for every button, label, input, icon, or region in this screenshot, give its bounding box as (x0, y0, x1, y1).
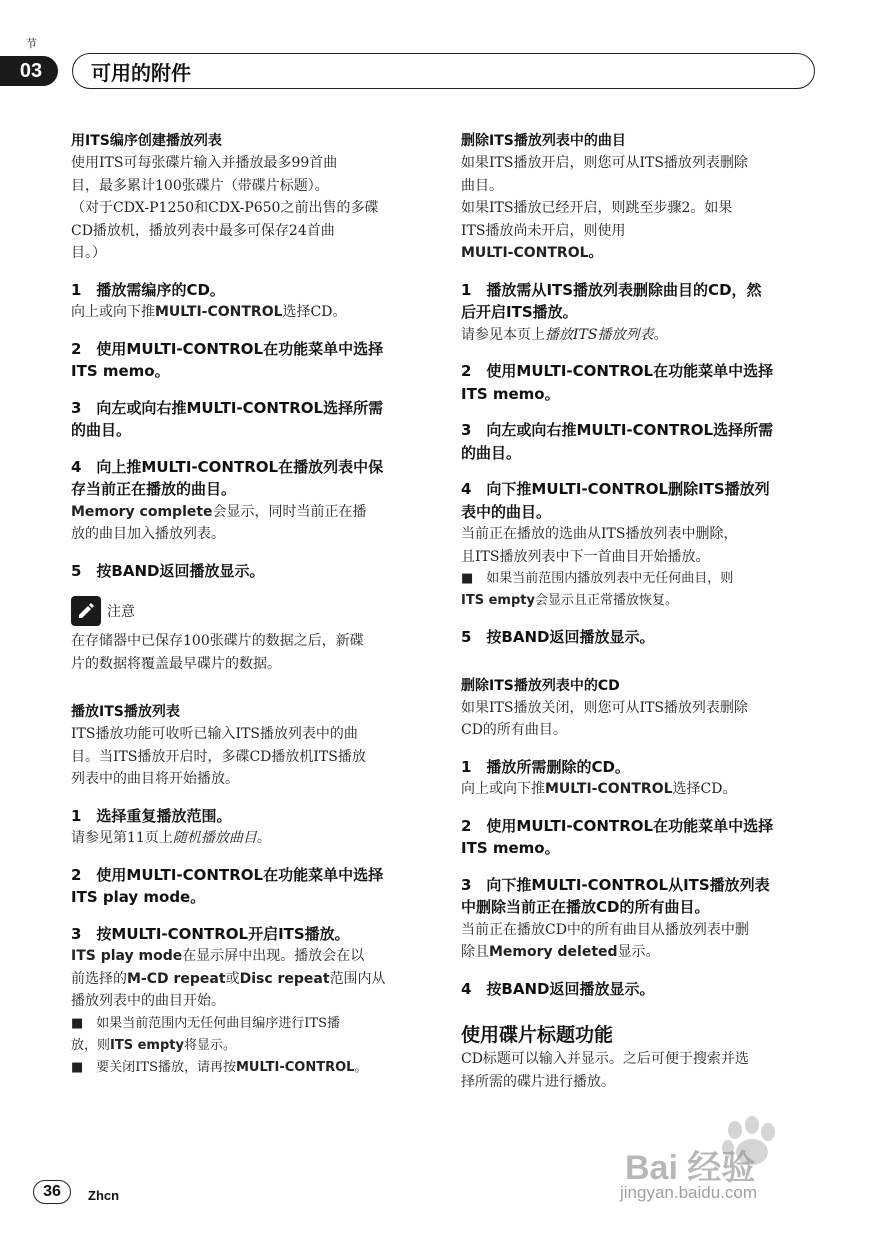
section-heading-delete-track: 删除ITS播放列表中的曲目 (461, 133, 626, 149)
right-column (461, 130, 817, 1093)
paragraph-line: 目。） (71, 245, 106, 261)
page-number: 36 (33, 1180, 71, 1204)
step-heading: 的曲目。 (461, 443, 522, 462)
step-description: 请参见第11页上随机播放曲目。 (71, 830, 271, 846)
paragraph-line: 曲目。 (461, 177, 503, 194)
step-heading: 3 按MULTI-CONTROL开启ITS播放。 (71, 924, 350, 943)
step-heading: 4 向下推MULTI-CONTROL删除ITS播放列 (461, 480, 770, 498)
section-heading-delete-cd: 删除ITS播放列表中的CD (461, 677, 620, 694)
note-pencil-icon (71, 596, 101, 626)
bullet-item: 放，则ITS empty将显示。 (71, 1037, 236, 1053)
step-heading: 2 使用MULTI-CONTROL在功能菜单中选择 (71, 865, 384, 884)
section-label: 节 (26, 37, 37, 50)
note-label: 注意 (107, 604, 135, 620)
step-heading: 2 使用MULTI-CONTROL在功能菜单中选择 (461, 362, 774, 380)
step-heading: ITS memo。 (461, 384, 560, 403)
step-description: 且ITS播放列表中下一首曲目开始播放。 (461, 548, 710, 565)
note-header (71, 596, 426, 626)
step-heading: 2 使用MULTI-CONTROL在功能菜单中选择 (71, 339, 384, 358)
paragraph-line: CD播放机，播放列表中最多可保存24首曲 (71, 222, 335, 239)
step-description: 向上或向下推MULTI-CONTROL选择CD。 (71, 304, 347, 320)
step-description: 播放列表中的曲目开始。 (71, 993, 225, 1009)
step-heading: 表中的曲目。 (461, 502, 552, 521)
paragraph-line: 列表中的曲目将开始播放。 (71, 771, 239, 787)
bullet-item: ■ 如果当前范围内无任何曲目编序进行ITS播 (71, 1015, 340, 1031)
paragraph-line: CD标题可以输入并显示。之后可便于搜索并选 (461, 1051, 749, 1067)
paragraph-line: 如果ITS播放已经开启，则跳至步骤2。如果 (461, 200, 733, 216)
step-heading: ITS memo。 (461, 839, 560, 857)
bullet-item: ■ 要关闭ITS播放，请再按MULTI-CONTROL。 (71, 1059, 368, 1075)
paragraph-line: 如果ITS播放开启，则您可从ITS播放列表删除 (461, 155, 748, 171)
watermark-logo-text: Bai 经验 (625, 1149, 756, 1187)
paragraph-line: 目，最多累计100张碟片（带碟片标题）。 (71, 177, 329, 194)
step-heading: 1 播放需从ITS播放列表删除曲目的CD，然 (461, 280, 762, 299)
paragraph-line: 目。当ITS播放开启时，多碟CD播放机ITS播放 (71, 748, 366, 765)
paragraph-line: 择所需的碟片进行播放。 (461, 1073, 615, 1090)
step-description: 除且Memory deleted显示。 (461, 944, 660, 960)
bullet-item: ITS empty会显示且正常播放恢复。 (461, 593, 678, 608)
step-heading: 5 按BAND返回播放显示。 (71, 561, 265, 580)
step-heading: ITS play mode。 (71, 888, 206, 906)
step-heading: 5 按BAND返回播放显示。 (461, 628, 655, 646)
step-heading: 4 向上推MULTI-CONTROL在播放列表中保 (71, 457, 384, 476)
step-heading: 1 播放需编序的CD。 (71, 280, 225, 299)
chapter-title: 可用的附件 (91, 61, 191, 85)
paragraph-line: MULTI-CONTROL。 (461, 245, 603, 261)
paragraph-line: （对于CDX-P1250和CDX-P650之前出售的多碟 (71, 200, 379, 216)
step-heading: 4 按BAND返回播放显示。 (461, 979, 655, 998)
step-heading: 1 选择重复播放范围。 (71, 806, 232, 825)
paragraph-line: 如果ITS播放关闭，则您可从ITS播放列表删除 (461, 699, 748, 716)
step-heading: 中删除当前正在播放CD的所有曲目。 (461, 898, 710, 916)
step-description: 向上或向下推MULTI-CONTROL选择CD。 (461, 781, 737, 797)
section-heading-its-play: 播放ITS播放列表 (71, 704, 180, 720)
step-heading: 的曲目。 (71, 421, 132, 439)
step-heading: 3 向左或向右推MULTI-CONTROL选择所需 (461, 421, 774, 439)
step-heading: 3 向左或向右推MULTI-CONTROL选择所需 (71, 398, 384, 417)
section-number-badge: 03 (0, 56, 58, 86)
watermark-url: jingyan.baidu.com (620, 1183, 758, 1202)
step-heading: 2 使用MULTI-CONTROL在功能菜单中选择 (461, 816, 774, 835)
step-description: 请参见本页上播放ITS播放列表。 (461, 326, 668, 343)
paragraph-line: 使用ITS可每张碟片输入并播放最多99首曲 (71, 155, 338, 171)
step-heading: 后开启ITS播放。 (461, 303, 578, 321)
step-description: 放的曲目加入播放列表。 (71, 526, 225, 542)
chapter-title-bar (72, 53, 815, 89)
paragraph-line: CD的所有曲目。 (461, 722, 567, 738)
step-heading: 1 播放所需删除的CD。 (461, 757, 630, 776)
bullet-item: ■ 如果当前范围内播放列表中无任何曲目，则 (461, 571, 734, 586)
left-column (71, 130, 426, 1079)
paragraph-line: ITS播放功能可收听已输入ITS播放列表中的曲 (71, 726, 358, 742)
step-heading: ITS memo。 (71, 362, 170, 380)
step-description: ITS play mode在显示屏中出现。播放会在以 (71, 948, 365, 964)
paragraph-line: ITS播放尚未开启，则使用 (461, 222, 626, 239)
step-description: 当前正在播放的选曲从ITS播放列表中删除， (461, 526, 738, 542)
note-text: 在存储器中已保存100张碟片的数据之后，新碟 (71, 633, 364, 649)
language-code: Zhcn (88, 1188, 120, 1203)
section-heading-its-playlist-create: 用ITS编序创建播放列表 (71, 133, 222, 149)
note-text: 片的数据将覆盖最早碟片的数据。 (71, 655, 281, 672)
step-description: 前选择的M-CD repeat或Disc repeat范围内从 (71, 970, 386, 987)
step-heading: 存当前正在播放的曲目。 (71, 480, 237, 498)
section-heading-disc-title: 使用碟片标题功能 (461, 1024, 614, 1046)
step-description: Memory complete会显示，同时当前正在播 (71, 503, 367, 520)
step-heading: 3 向下推MULTI-CONTROL从ITS播放列表 (461, 875, 770, 894)
step-description: 当前正在播放CD中的所有曲目从播放列表中删 (461, 921, 749, 938)
